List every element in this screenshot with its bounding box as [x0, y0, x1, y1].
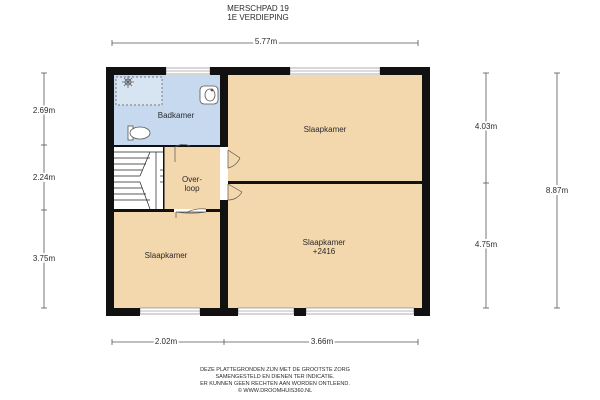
top-width-label: 5.77m	[254, 37, 278, 46]
left-dim-2: 2.24m	[32, 173, 56, 182]
right-dimension-inner	[483, 73, 489, 308]
left-dim-3: 3.75m	[32, 254, 56, 263]
right-total-label: 8.87m	[545, 186, 569, 195]
sink-icon	[200, 86, 218, 104]
room-label-overloop-2: loop	[184, 184, 200, 193]
bottom-dim-1: 2.02m	[154, 337, 178, 346]
room-label-slaapkamer-big-1: Slaapkamer	[302, 238, 346, 247]
bottom-dim-2: 3.66m	[310, 337, 334, 346]
right-dim-2: 4.75m	[474, 240, 498, 249]
footer-line-3: ER KUNNEN GEEN RECHTEN AAN WORDEN ONTLEEND.	[200, 381, 350, 387]
right-dim-1: 4.03m	[474, 122, 498, 131]
room-label-overloop-1: Over-	[182, 175, 202, 184]
shower-icon	[116, 76, 162, 105]
footer-line-1: DEZE PLATTEGRONDEN ZIJN MET DE GROOTSTE ZORG	[200, 367, 350, 373]
room-label-slaapkamer-top: Slaapkamer	[303, 125, 347, 134]
address-title: MERSCHPAD 19	[227, 4, 289, 13]
room-label-slaapkamer-left: Slaapkamer	[144, 251, 188, 260]
slaapkamer-left-floor	[114, 212, 220, 308]
room-label-badkamer: Badkamer	[157, 111, 195, 120]
footer-line-2: SAMENGESTELD EN DIENEN TER INDICATIE.	[215, 374, 335, 380]
toilet-icon	[128, 126, 150, 140]
floor-title: 1E VERDIEPING	[227, 13, 289, 22]
left-dim-1: 2.69m	[32, 106, 56, 115]
footer-line-4: © WWW.DROOMHUIS360.NL	[237, 388, 313, 394]
room-label-slaapkamer-big-2: +2416	[312, 247, 336, 256]
